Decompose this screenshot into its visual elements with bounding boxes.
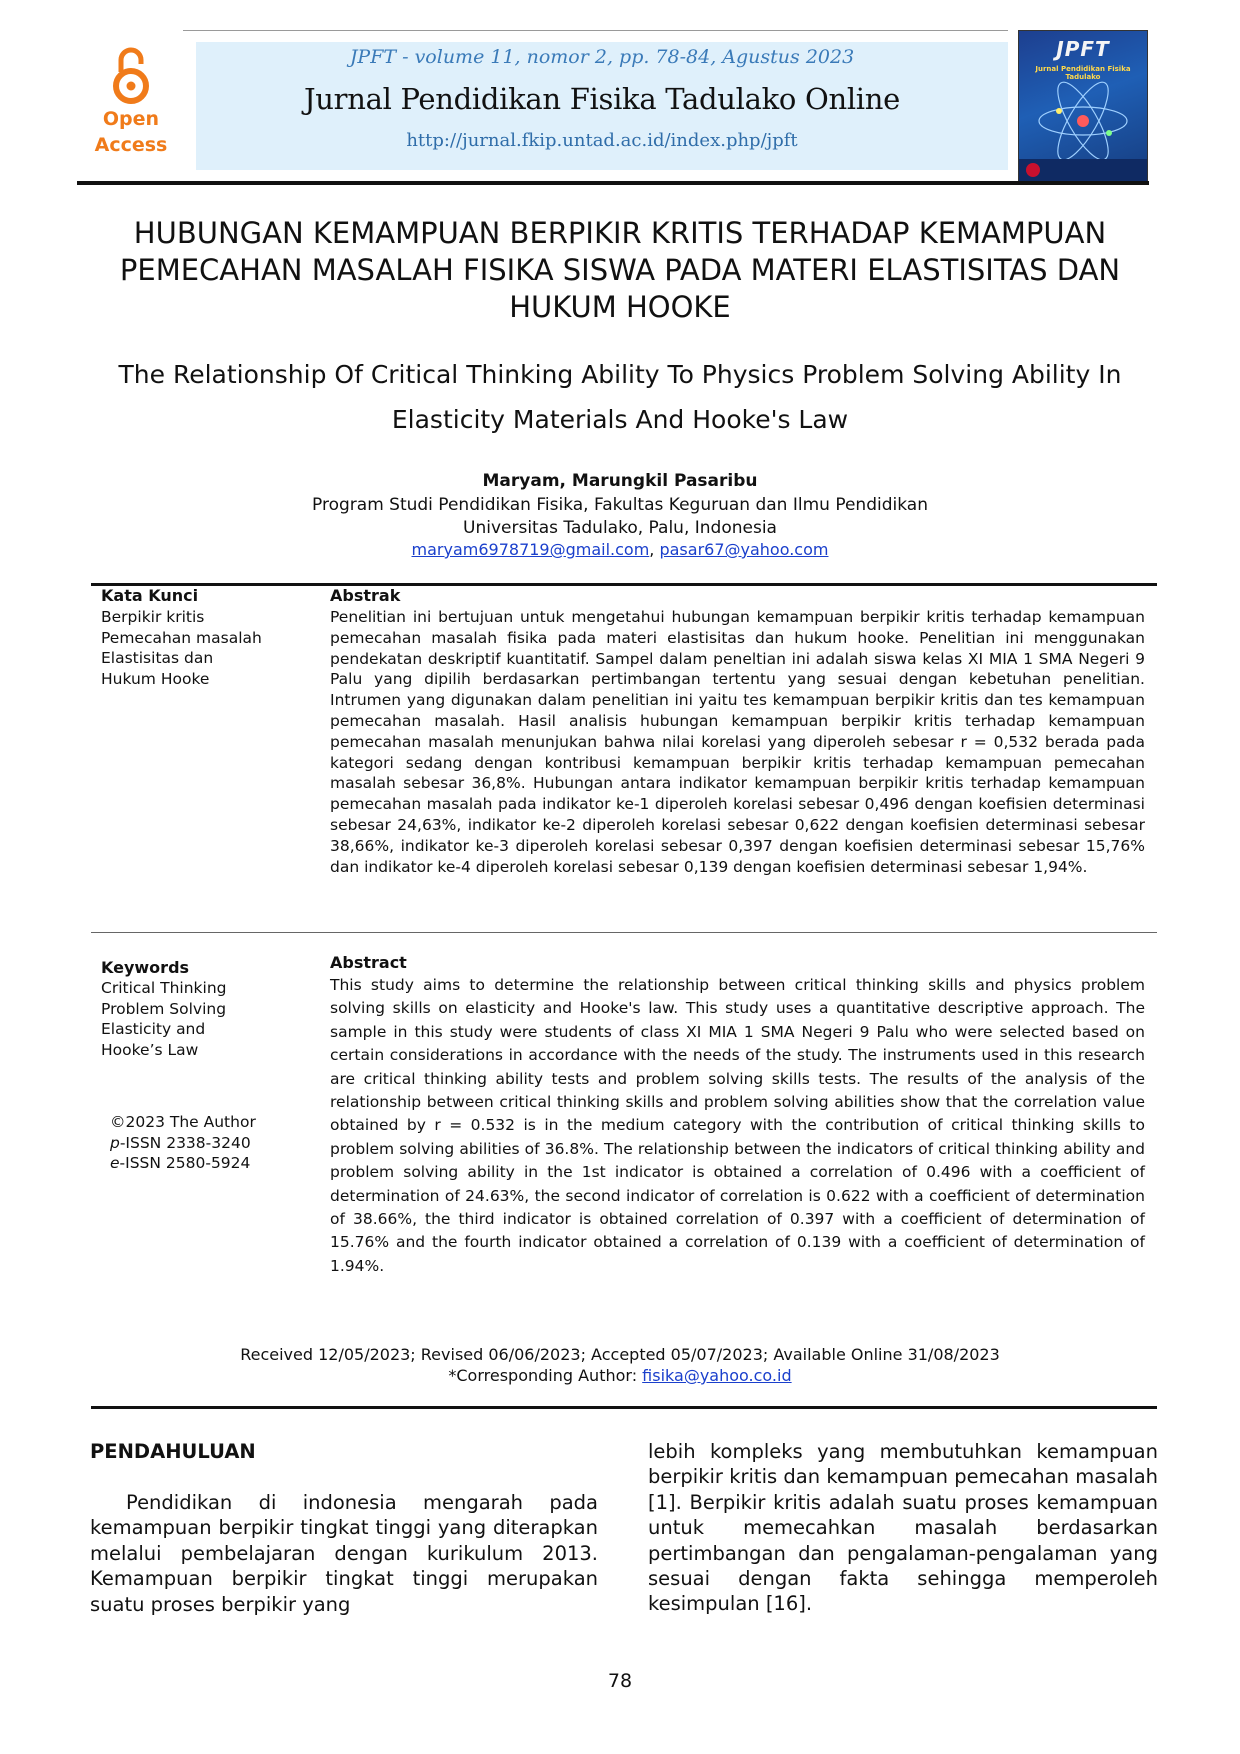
kata-kunci-item: Pemecahan masalah xyxy=(101,628,262,647)
section-heading-pendahuluan: PENDAHULUAN xyxy=(90,1440,256,1463)
abstrak-text: Penelitian ini bertujuan untuk mengetahui hubungan kemampuan berpikir kritis terhadap kemampuan pemecahan masalah fisika pada materi elastisitas dan hukum hooke. Penelitian ini menggunakan pendekatan deskriptif kuantitatif. Sampel dalam peneltian ini adalah siswa kelas XI MIA 1 SMA Negeri 9 Palu yang dipilih berdasarkan pertimbangan tertentu yang sesuai dengan kebetuhan penelitian. Intrumen yang digunakan dalam penelitian ini yaitu tes kemampuan berpikir kritis dan tes kemampuan pemecahan masalah. Hasil analisis hubungan kemampuan berpikir kritis terhadap kemampuan pemecahan masalah menunjukan bahwa nilai korelasi yang diperoleh sebesar r = 0,532 berada pada kategori sedang dengan kontribusi kemampuan berpikir kritis terhadap kemampuan pemecahan masalah sebesar 36,8%. Hubungan antara indikator kemampuan berpikir kritis terhadap kemampuan pemecahan masalah pada indikator ke-1 diperoleh korelasi sebesar 0,496 dengan koefisien determinasi sebesar 24,63%, indikator ke-2 diperoleh korelasi sebesar 0,622 dengan koefisien determinasi sebesar 38,66%, indikator ke-3 diperoleh korelasi sebesar 0,397 dengan koefisien determinasi sebesar 15,76% dan indikator ke-4 diperoleh korelasi sebesar 0,139 dengan koefisien determinasi sebesar 1,94%. xyxy=(330,608,1145,876)
journal-url[interactable]: http://jurnal.fkip.untad.ac.id/index.php/jpft xyxy=(406,130,798,151)
paper-title-indonesian: HUBUNGAN KEMAMPUAN BERPIKIR KRITIS TERHADAP KEMAMPUAN PEMECAHAN MASALAH FISIKA SISWA PADA MATERI ELASTISITAS DAN HUKUM HOOKE xyxy=(119,216,1121,324)
keywords-list xyxy=(101,978,301,1060)
keywords-label: Keywords xyxy=(101,958,190,977)
journal-volume-info: JPFT - volume 11, nomor 2, pp. 78-84, Agustus 2023 xyxy=(349,46,855,68)
top-rule xyxy=(183,30,1008,31)
keyword-item: Elasticity and xyxy=(101,1020,206,1038)
copyright-block xyxy=(110,1112,310,1174)
corresponding-author xyxy=(100,1366,1140,1385)
kata-kunci-label: Kata Kunci xyxy=(101,586,199,605)
author-emails xyxy=(100,540,1140,559)
journal-name: Jurnal Pendidikan Fisika Tadulako Online xyxy=(303,82,901,116)
pissn-value: -ISSN 2338-3240 xyxy=(119,1133,251,1152)
copyright-line: ©2023 The Author xyxy=(110,1113,256,1131)
affiliation-line-1: Program Studi Pendidikan Fisika, Fakultas Keguruan dan Ilmu Pendidikan xyxy=(312,495,928,515)
page-number: 78 xyxy=(607,1670,633,1692)
keyword-item: Hooke’s Law xyxy=(101,1040,199,1059)
pissn-prefix: p xyxy=(110,1133,120,1152)
open-access-lock-icon xyxy=(111,46,151,106)
header-rule xyxy=(77,181,1149,185)
body-top-rule xyxy=(91,1406,1157,1409)
pissn-line xyxy=(110,1133,310,1154)
cover-subtitle: Jurnal Pendidikan Fisika Tadulako xyxy=(1035,65,1131,81)
article-dates: Received 12/05/2023; Revised 06/06/2023; Accepted 05/07/2023; Available Online 31/08/2023 xyxy=(240,1345,1000,1364)
abstrak-label: Abstrak xyxy=(330,586,401,605)
email-separator: , xyxy=(649,540,660,559)
paper-title-english: The Relationship Of Critical Thinking Ability To Physics Problem Solving Ability In Elasticity Materials And Hooke's Law xyxy=(118,360,1122,434)
open-access-logo xyxy=(88,46,174,166)
kata-kunci-item: Berpikir kritis xyxy=(101,608,205,626)
eissn-prefix: e xyxy=(110,1154,120,1172)
corresponding-email-link[interactable]: fisika@yahoo.co.id xyxy=(642,1366,792,1385)
kata-kunci-item: Elastisitas dan xyxy=(101,649,214,667)
email-link-1[interactable]: maryam6978719@gmail.com xyxy=(411,540,650,559)
affiliation-line-2: Universitas Tadulako, Palu, Indonesia xyxy=(463,518,777,538)
open-access-access-label: Access xyxy=(94,134,168,156)
kata-kunci-item: Hukum Hooke xyxy=(101,669,210,688)
keyword-item: Problem Solving xyxy=(101,999,227,1018)
abstrak-top-rule xyxy=(91,583,1157,586)
keyword-item: Critical Thinking xyxy=(101,979,227,997)
journal-cover-image xyxy=(1018,30,1148,182)
eissn-line xyxy=(110,1153,310,1174)
abstract-label: Abstract xyxy=(330,953,407,972)
corresponding-prefix: *Corresponding Author: xyxy=(448,1366,643,1385)
intro-paragraph-col2: lebih kompleks yang membutuhkan kemampuan berpikir kritis dan kemampuan pemecahan masalah [1]. Berpikir kritis adalah suatu proses kemampuan untuk memecahkan masalah berdasarkan pertimbangan dan pengalaman-pengalaman yang sesuai dengan fakta sehingga memperoleh kesimpulan [16]. xyxy=(648,1440,1158,1616)
abstract-text: This study aims to determine the relationship between critical thinking skills and physics problem solving skills on elasticity and Hooke's law. This study uses a quantitative descriptive approach. The sample in this study were students of class XI MIA 1 SMA Negeri 9 Palu who were selected based on certain considerations in accordance with the needs of the study. The instruments used in this research are critical thinking ability tests and problem solving skills tests. The results of the analysis of the relationship between critical thinking skills and problem solving abilities show that the correlation value obtained by r = 0.532 is in the medium category with the contribution of critical thinking skills to problem solving abilities of 36.8%. The relationship between the indicators of critical thinking ability and problem solving ability in the 1st indicator is obtained a correlation of 0.496 with a coefficient of determination of 24.63%, the second indicator of correlation is 0.622 with a coefficient of determination of 38.66%, the third indicator is obtained correlation of 0.397 with a coefficient of determination of 15.76% and the fourth indicator obtained a correlation of 0.139 with a coefficient of determination of 1.94%. xyxy=(330,976,1145,1275)
authors: Maryam, Marungkil Pasaribu xyxy=(482,471,758,491)
email-link-2[interactable]: pasar67@yahoo.com xyxy=(659,540,829,559)
cover-atom-graphic xyxy=(1019,81,1147,181)
open-access-open-label: Open xyxy=(102,108,160,130)
intro-paragraph-col1: Pendidikan di indonesia mengarah pada kemampuan berpikir tingkat tinggi yang diterapkan melalui pembelajaran dengan kurikulum 2013. Kemampuan berpikir tingkat tinggi merupakan suatu proses berpikir yang xyxy=(90,1491,598,1616)
abstrak-divider xyxy=(91,932,1157,933)
eissn-value: -ISSN 2580-5924 xyxy=(119,1154,251,1172)
cover-title: JPFT xyxy=(1056,37,1110,61)
kata-kunci-list xyxy=(101,607,301,689)
